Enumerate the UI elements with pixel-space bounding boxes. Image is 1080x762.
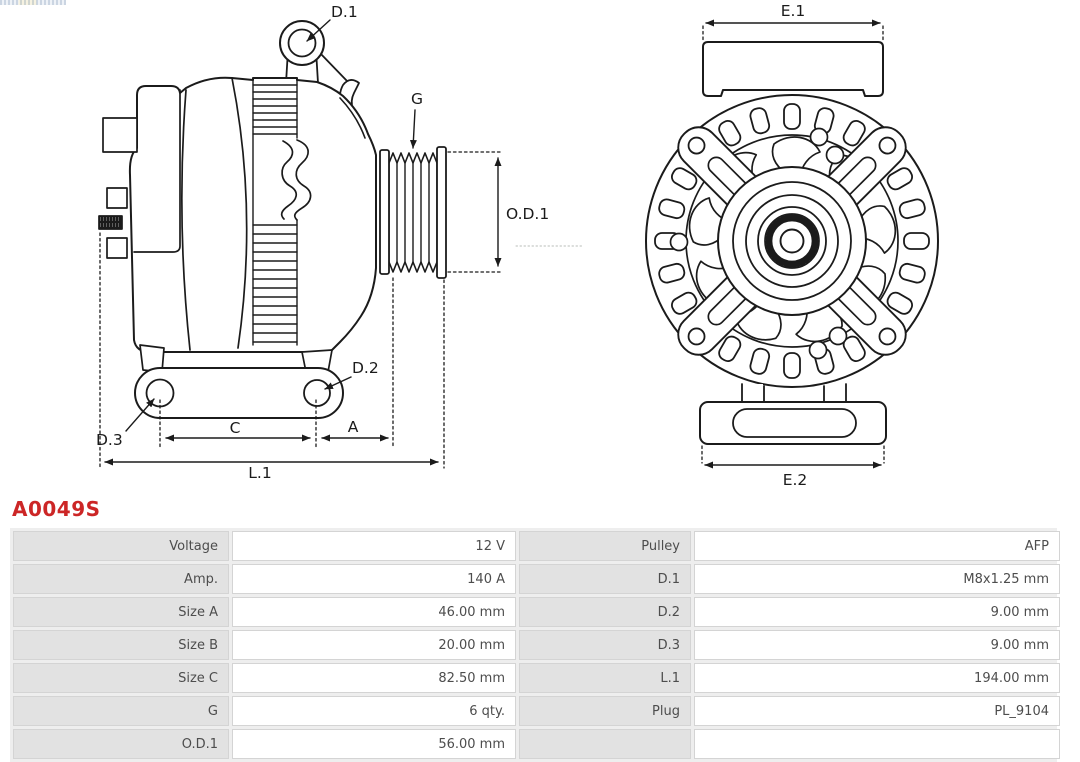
- spec-value-amp: 140 A: [232, 564, 516, 594]
- pulley: [380, 147, 446, 278]
- spec-label-size-c: Size C: [13, 663, 229, 693]
- dim-g-leader: [413, 110, 415, 148]
- spec-value-empty: [694, 729, 1060, 759]
- spec-label-pulley: Pulley: [519, 531, 691, 561]
- spec-label-size-a: Size A: [13, 597, 229, 627]
- spec-label-amp: Amp.: [13, 564, 229, 594]
- label-g: G: [410, 90, 424, 108]
- bottom-bracket: [700, 384, 886, 444]
- spec-value-size-a: 46.00 mm: [232, 597, 516, 627]
- label-l1: L.1: [248, 464, 272, 482]
- side-view: [96, 3, 583, 482]
- label-e1: E.1: [780, 2, 806, 20]
- spec-value-pulley: AFP: [694, 531, 1060, 561]
- spec-value-od1: 56.00 mm: [232, 729, 516, 759]
- scan-artifact: [0, 0, 66, 5]
- label-e2: E.2: [782, 471, 808, 489]
- spec-label-d1: D.1: [519, 564, 691, 594]
- part-number: A0049S: [12, 497, 101, 521]
- spec-label-d2: D.2: [519, 597, 691, 627]
- hub: [718, 167, 866, 315]
- label-d1: D.1: [331, 3, 358, 21]
- label-d3: D.3: [96, 431, 123, 449]
- spec-value-d1: M8x1.25 mm: [694, 564, 1060, 594]
- spec-value-d2: 9.00 mm: [694, 597, 1060, 627]
- label-d2: D.2: [352, 359, 379, 377]
- spec-value-plug: PL_9104: [694, 696, 1060, 726]
- spec-label-g: G: [13, 696, 229, 726]
- shaft-hole: [781, 230, 804, 253]
- front-view: [646, 2, 938, 489]
- mounting-ears: [135, 345, 343, 418]
- spec-label-plug: Plug: [519, 696, 691, 726]
- spec-value-d3: 9.00 mm: [694, 630, 1060, 660]
- spec-table: [10, 528, 1057, 762]
- spec-label-empty: [519, 729, 691, 759]
- threaded-stud: [99, 216, 122, 229]
- spec-label-voltage: Voltage: [13, 531, 229, 561]
- top-bracket: [703, 42, 883, 96]
- spec-value-voltage: 12 V: [232, 531, 516, 561]
- label-od1: O.D.1: [506, 205, 550, 223]
- spec-label-od1: O.D.1: [13, 729, 229, 759]
- spec-value-l1: 194.00 mm: [694, 663, 1060, 693]
- spec-label-size-b: Size B: [13, 630, 229, 660]
- spec-value-size-b: 20.00 mm: [232, 630, 516, 660]
- spec-label-l1: L.1: [519, 663, 691, 693]
- label-a: A: [347, 418, 359, 436]
- ear-hole-rear: [304, 380, 330, 406]
- foot-slot: [733, 409, 856, 437]
- top-lug-hole: [289, 30, 316, 57]
- spec-value-g: 6 qty.: [232, 696, 516, 726]
- label-c: C: [229, 419, 241, 437]
- spec-value-size-c: 82.50 mm: [232, 663, 516, 693]
- spec-label-d3: D.3: [519, 630, 691, 660]
